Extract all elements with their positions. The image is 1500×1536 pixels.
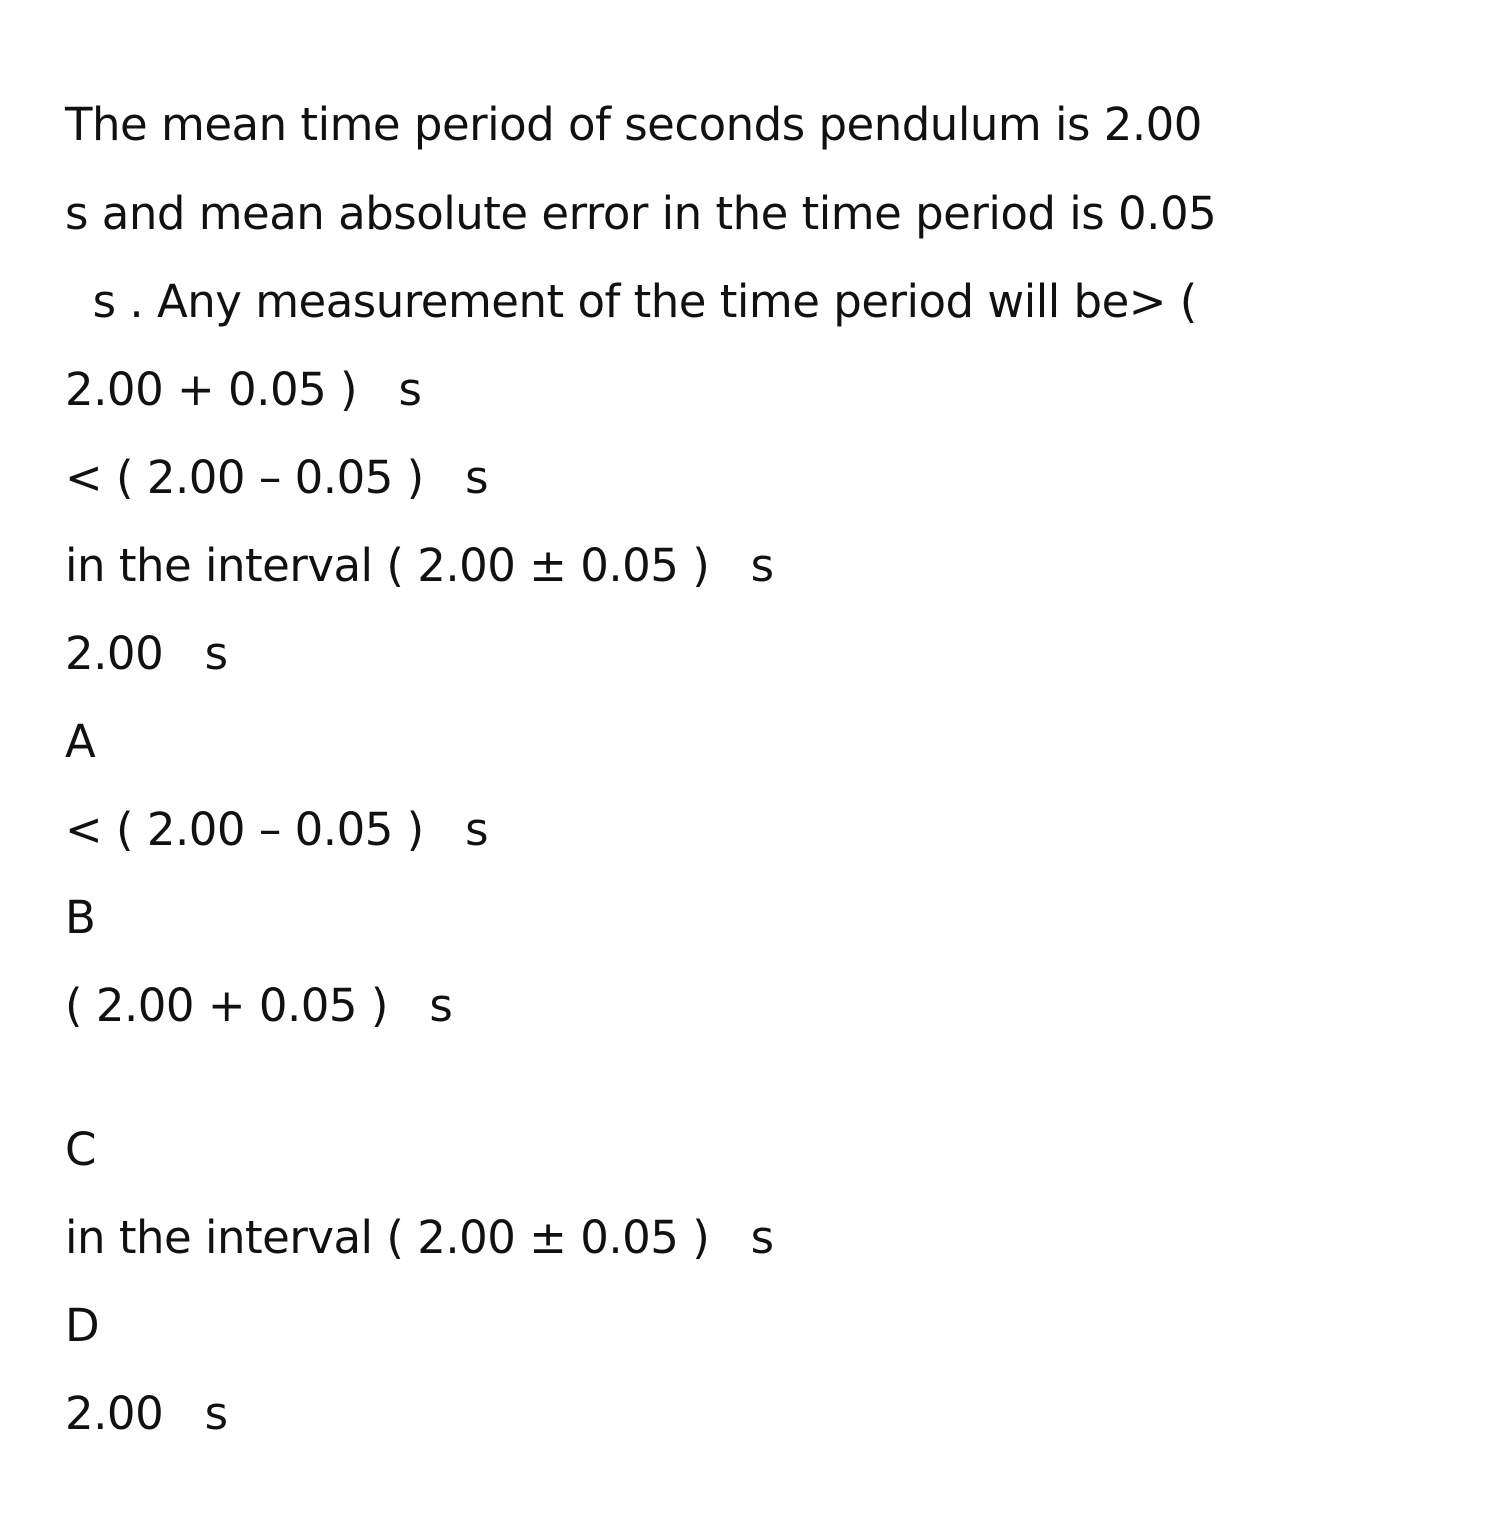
- question-line-1: The mean time period of seconds pendulum is 2.00: [65, 98, 1202, 151]
- option-a-letter[interactable]: A: [65, 715, 96, 768]
- option-b-letter[interactable]: B: [65, 891, 96, 944]
- question-line-7: 2.00 s: [65, 627, 228, 680]
- question-line-6: in the interval ( 2.00 ± 0.05 ) s: [65, 539, 774, 592]
- question-line-4: 2.00 + 0.05 ) s: [65, 363, 422, 416]
- option-a-text[interactable]: < ( 2.00 – 0.05 ) s: [65, 803, 489, 856]
- option-d-letter[interactable]: D: [65, 1299, 100, 1352]
- option-b-text[interactable]: ( 2.00 + 0.05 ) s: [65, 979, 453, 1032]
- question-line-2: s and mean absolute error in the time period is 0.05: [65, 187, 1217, 240]
- question-line-5: < ( 2.00 – 0.05 ) s: [65, 451, 489, 504]
- question-line-3: s . Any measurement of the time period will be> (: [65, 275, 1197, 328]
- option-d-text[interactable]: 2.00 s: [65, 1387, 228, 1440]
- option-c-letter[interactable]: C: [65, 1123, 96, 1176]
- option-c-text[interactable]: in the interval ( 2.00 ± 0.05 ) s: [65, 1211, 774, 1264]
